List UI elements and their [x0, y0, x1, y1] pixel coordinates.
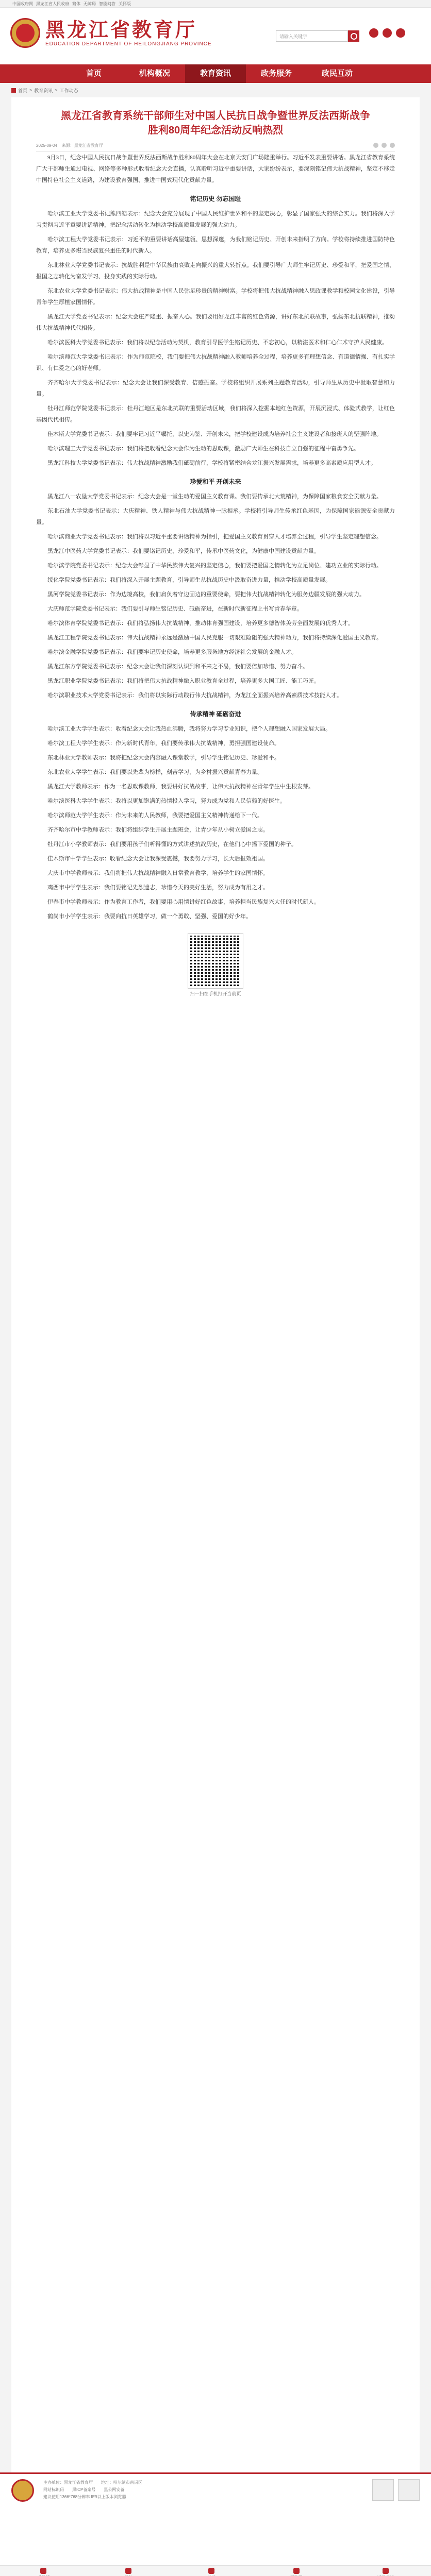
article-paragraph: 黑龙江东方学院党委书记表示：纪念大会让我们深刻认识到和平来之不易，我们要倍加珍惜、努力奋斗。 [47, 664, 308, 670]
article-paragraph: 哈尔滨体育学院党委书记表示：我们将弘扬伟大抗战精神，推动体育强国建设，培养更多德智体美劳全面发展的优秀人才。 [47, 620, 354, 626]
topbar-link[interactable]: 无障碍 [84, 1, 96, 6]
article-paragraph: 东北林业大学教师表示：我将把纪念大会内容融入课堂教学，引导学生铭记历史、珍爱和平。 [47, 755, 280, 761]
article-paragraph: 哈尔滨学院党委书记表示：纪念大会彰显了中华民族伟大复兴的坚定信心，我们要把爱国之情转化为立足岗位、建功立业的实际行动。 [47, 563, 382, 569]
nav-item-about[interactable]: 机构概况 [139, 69, 170, 78]
wechat-icon [125, 2568, 131, 2574]
article-paragraph: 东北石油大学党委书记表示：大庆精神、铁人精神与伟大抗战精神一脉相承。学校将引导师生传承红色基因，为保障国家能源安全贡献力量。 [36, 508, 395, 526]
share-icon[interactable] [390, 143, 395, 148]
article-paragraph: 黑龙江工程学院党委书记表示：伟大抗战精神永远是激励中国人民克服一切艰难险阻的强大精神动力，我们将持续深化爱国主义教育。 [47, 635, 382, 641]
article-paragraph: 哈尔滨医科大学党委书记表示：我们将以纪念活动为契机，教育引导医学生铭记历史、不忘初心，以精湛医术和仁心仁术守护人民健康。 [47, 340, 388, 346]
national-emblem-icon [10, 18, 40, 48]
accessibility-icon [293, 2568, 300, 2574]
nav-item-interaction[interactable]: 政民互动 [321, 69, 353, 78]
article-paragraph: 鹤岗市小学学生表示：我要向抗日英雄学习，做一个勇敢、坚强、爱国的好少年。 [47, 913, 252, 920]
article-paragraph: 哈尔滨理工大学党委书记表示：我们将把收看纪念大会作为生动的思政课，激励广大师生在科技自立自强的征程中奋勇争先。 [47, 446, 359, 452]
breadcrumb-item[interactable]: 首页 [18, 88, 28, 93]
weibo-icon[interactable] [369, 28, 378, 38]
article-title: 黑龙江省教育系统干部师生对中国人民抗日战争暨世界反法西斯战争胜利80周年纪念活动反响热烈 [61, 110, 370, 136]
print-icon[interactable] [382, 143, 387, 148]
nav-item-news[interactable]: 教育资讯 [185, 64, 246, 83]
topbar-link[interactable]: 关怀版 [119, 1, 131, 6]
article-paragraph: 哈尔滨金融学院党委书记表示：我们要牢记历史使命，培养更多服务地方经济社会发展的金融人才。 [47, 649, 297, 655]
breadcrumb-separator: > [55, 88, 58, 93]
nav-item-home[interactable]: 首页 [86, 69, 102, 78]
gov-badge-icon[interactable] [372, 2479, 394, 2501]
mobile-icon [40, 2568, 46, 2574]
article-body [36, 152, 395, 922]
footer-badges [372, 2479, 420, 2501]
section-heading: 铭记历史 勿忘国耻 [190, 195, 241, 202]
header-tools [369, 28, 405, 38]
article-paragraph: 哈尔滨师范大学学生表示：作为未来的人民教师，我要把爱国主义精神传递给下一代。 [47, 812, 263, 819]
weibo-icon [208, 2568, 214, 2574]
article-paragraph: 哈尔滨工程大学学生表示：作为新时代青年，我们要传承伟大抗战精神，勇担强国建设使命。 [47, 740, 280, 747]
article-meta [36, 143, 395, 152]
article-paragraph: 东北林业大学党委书记表示：抗战胜利是中华民族由衰败走向振兴的重大转折点。我们要引导广大师生牢记历史、珍爱和平，把爱国之情、报国之志转化为奋发学习、投身实践的实际行动。 [36, 262, 395, 280]
breadcrumb-item[interactable]: 教育资讯 [34, 88, 53, 93]
font-size-icon[interactable] [373, 143, 378, 148]
section-heading: 传承精神 砥砺奋进 [190, 710, 241, 718]
article-paragraph: 绥化学院党委书记表示：我们将深入开展主题教育，引导师生从抗战历史中汲取奋进力量，推动学校高质量发展。 [47, 577, 331, 583]
topbar-link[interactable]: 中国政府网 [12, 1, 33, 6]
footer-line: 网站标识码 黑ICP备案号 黑公网安备 [43, 2487, 125, 2492]
article-paragraph: 哈尔滨工业大学党委书记熊四皓表示：纪念大会充分展现了中国人民维护世界和平的坚定决心，彰显了国家强大的综合实力。我们将深入学习贯彻习近平重要讲话精神，把纪念活动转化为推动学校高质量发展的强大动力。 [36, 211, 395, 228]
site-title [45, 20, 212, 47]
article-paragraph: 哈尔滨职业技术大学党委书记表示：我们将以实际行动践行伟大抗战精神，为龙江全面振兴培养高素质技术技能人才。 [47, 692, 342, 699]
site-footer [0, 2472, 431, 2576]
site-name-en: EDUCATION DEPARTMENT OF HEILONGJIANG PROVINCE [45, 41, 212, 47]
article-paragraph: 佳木斯大学党委书记表示：我们要牢记习近平嘱托，以史为鉴、开创未来，把学校建设成为培养社会主义建设者和接班人的坚强阵地。 [47, 431, 382, 437]
footer-line: 主办单位：黑龙江省教育厅 地址：哈尔滨市南岗区 [43, 2480, 142, 2485]
article-paragraph: 哈尔滨医科大学学生表示：我将以更加饱满的热情投入学习，努力成为党和人民信赖的好医生。 [47, 798, 286, 804]
qr-label: 扫一扫在手机打开当前页 [190, 991, 241, 996]
article-paragraph: 东北农业大学党委书记表示：伟大抗战精神是中国人民弥足珍贵的精神财富。学校将把伟大抗战精神融入思政课教学和校园文化建设，引导青年学生厚植家国情怀。 [36, 288, 395, 306]
article-container [11, 97, 420, 2472]
article-paragraph: 黑龙江科技大学党委书记表示：伟大抗战精神激励我们砥砺前行，学校将紧密结合龙江振兴发展需求，培养更多高素质应用型人才。 [47, 460, 376, 466]
article-paragraph: 牡丹江市小学教师表示：我们要用孩子们听得懂的方式讲述抗战历史，在他们心中播下爱国的种子。 [47, 841, 297, 848]
home-icon [11, 88, 16, 93]
site-name-cn: 黑龙江省教育厅 [45, 19, 197, 41]
section-heading: 珍爱和平 开创未来 [190, 478, 241, 485]
article-paragraph: 哈尔滨师范大学党委书记表示：作为师范院校，我们要把伟大抗战精神融入教师培养全过程，培养更多有理想信念、有道德情操、有扎实学识、有仁爱之心的好老师。 [36, 354, 395, 371]
breadcrumb-separator: > [29, 88, 32, 93]
article-paragraph: 哈尔滨工程大学党委书记表示：习近平的重要讲话高屋建瓴、思想深邃，为我们铭记历史、开创未来指明了方向。学校将持续推进国防特色教育，培养更多堪当民族复兴重任的时代新人。 [36, 236, 395, 254]
article-paragraph: 黑龙江大学党委书记表示：纪念大会庄严隆重、振奋人心。我们要用好龙江丰富的红色资源，讲好东北抗联故事，弘扬东北抗联精神，推动伟大抗战精神代代相传。 [36, 314, 395, 331]
topbar-link[interactable]: 智能问答 [99, 1, 115, 6]
article-paragraph: 黑龙江八一农垦大学党委书记表示：纪念大会是一堂生动的爱国主义教育课。我们要传承北大荒精神，为保障国家粮食安全贡献力量。 [47, 494, 382, 500]
article-paragraph: 哈尔滨商业大学党委书记表示：我们将以习近平重要讲话精神为指引，把爱国主义教育贯穿人才培养全过程，引导学生坚定理想信念。 [47, 534, 382, 540]
wechat-icon[interactable] [383, 28, 392, 38]
site-logo[interactable] [10, 18, 212, 48]
main-nav [0, 64, 431, 83]
search-icon [351, 33, 357, 40]
article-paragraph: 齐齐哈尔大学党委书记表示：纪念大会让我们深受教育、倍感振奋。学校将组织开展系列主题教育活动，引导师生从历史中汲取智慧和力量。 [36, 380, 395, 397]
article-paragraph: 大庆师范学院党委书记表示：我们要引导师生铭记历史、砥砺奋进，在新时代新征程上书写青春华章。 [47, 606, 303, 612]
footer-line: 建议使用1366*768分辨率 IE9以上版本浏览器 [43, 2495, 126, 2499]
search-input[interactable]: 请输入关键字 [276, 30, 348, 42]
article-paragraph: 黑龙江职业学院党委书记表示：我们将把伟大抗战精神融入职业教育全过程，培养更多大国工匠、能工巧匠。 [47, 678, 320, 684]
top-utility-bar [0, 0, 431, 8]
breadcrumb-item[interactable]: 工作动态 [59, 88, 78, 93]
article-paragraph: 佳木斯市中学学生表示：收看纪念大会让我深受震撼，我要努力学习，长大后报效祖国。 [47, 856, 269, 862]
article-paragraph: 黑龙江中医药大学党委书记表示：我们要铭记历史、珍爱和平，传承中医药文化，为健康中国建设贡献力量。 [47, 548, 320, 554]
article-paragraph: 伊春市中学教师表示：作为教育工作者，我们要用心用情讲好红色故事，培养担当民族复兴大任的时代新人。 [47, 899, 320, 905]
footer-info [43, 2479, 142, 2501]
topbar-link[interactable]: 繁体 [72, 1, 80, 6]
mobile-icon[interactable] [396, 28, 405, 38]
footer-emblem-icon [11, 2479, 34, 2502]
article-paragraph: 齐齐哈尔市中学教师表示：我们将组织学生开展主题班会，让青少年从小树立爱国之志。 [47, 827, 269, 833]
arrow-up-icon [383, 2568, 389, 2574]
bottom-item-mobile[interactable] [37, 2568, 49, 2576]
article-paragraph: 9月3日，纪念中国人民抗日战争暨世界反法西斯战争胜利80周年大会在北京天安门广场隆重举行。习近平发表重要讲话。黑龙江省教育系统广大干部师生通过电视、网络等多种形式收看纪念大会直播，认真聆听习近平重要讲话，大家纷纷表示，要深刻铭记伟大抗战精神，坚定不移走中国特色社会主义道路，为建设教育强国、推进中国式现代化贡献力量。 [36, 155, 395, 183]
article-paragraph: 哈尔滨工业大学学生表示：收看纪念大会让我热血沸腾，我将努力学习专业知识，把个人理想融入国家发展大局。 [47, 726, 331, 732]
article-paragraph: 黑河学院党委书记表示：作为边境高校，我们肩负着守边固边的重要使命，要把伟大抗战精神转化为服务边疆发展的强大动力。 [47, 591, 365, 598]
bottom-item-weibo[interactable] [207, 2568, 216, 2576]
search-button[interactable] [348, 30, 359, 42]
bottom-item-accessibility[interactable] [290, 2568, 303, 2576]
qr-code [188, 934, 243, 988]
article-paragraph: 大庆市中学教师表示：我们将把伟大抗战精神融入日常教育教学，培养学生的家国情怀。 [47, 870, 269, 876]
article-paragraph: 黑龙江大学教师表示：作为一名思政课教师，我要讲好抗战故事，让伟大抗战精神在青年学生中生根发芽。 [47, 784, 314, 790]
breadcrumb [11, 83, 420, 97]
article-source: 来源：黑龙江省教育厅 [61, 143, 103, 148]
bottom-bar [0, 2565, 431, 2576]
article-paragraph: 牡丹江师范学院党委书记表示：牡丹江地区是东北抗联的重要活动区域，我们将深入挖掘本地红色资源，开展沉浸式、体验式教学，让红色基因代代相传。 [36, 405, 395, 423]
article-paragraph: 鸡西市中学学生表示：我们要铭记先烈遗志，珍惜今天的美好生活，努力成为有用之才。 [47, 885, 269, 891]
article-paragraph: 东北农业大学学生表示：我们要以先辈为榜样，刻苦学习，为乡村振兴贡献青春力量。 [47, 769, 263, 775]
bottom-item-top[interactable] [377, 2568, 394, 2576]
share-tools [373, 143, 395, 148]
error-report-badge-icon[interactable] [398, 2479, 420, 2501]
article-date: 2025-09-04 [36, 143, 57, 148]
bottom-item-wechat[interactable] [124, 2568, 132, 2576]
topbar-link[interactable]: 黑龙江省人民政府 [36, 1, 69, 6]
site-header [0, 8, 431, 64]
nav-item-services[interactable]: 政务服务 [260, 69, 292, 78]
